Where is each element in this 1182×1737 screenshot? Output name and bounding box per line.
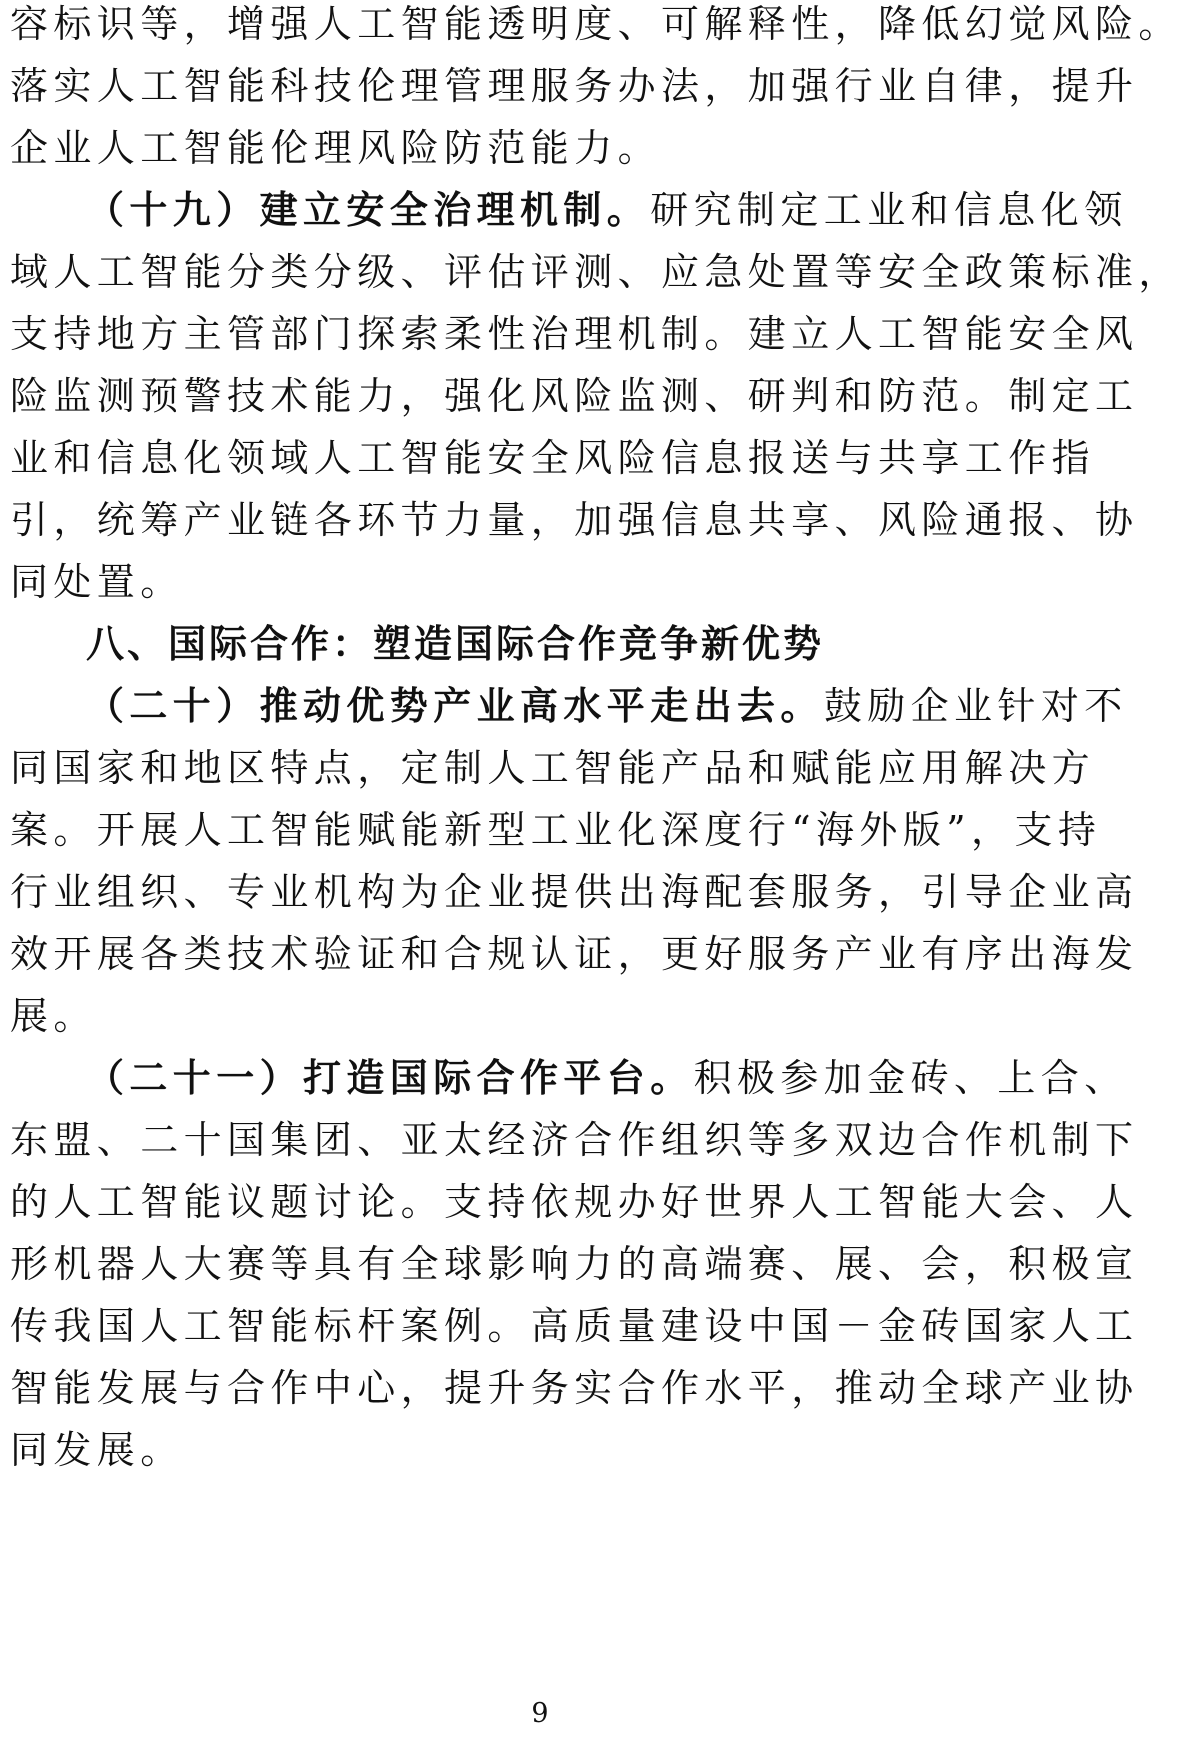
body-line: 同国家和地区特点，定制人工智能产品和赋能应用解决方 [10, 746, 1096, 790]
body-line: 业和信息化领域人工智能安全风险信息报送与共享工作指 [10, 436, 1096, 480]
section-21-first-line [86, 1054, 1128, 1102]
section-19-title: （十九）建立安全治理机制。 [86, 187, 651, 232]
section-heading-8: 八、国际合作：塑造国际合作竞争新优势 [86, 622, 825, 666]
body-line: 域人工智能分类分级、评估评测、应急处置等安全政策标准， [10, 250, 1182, 294]
section-19-first-line [86, 186, 1128, 234]
body-line: 引，统筹产业链各环节力量，加强信息共享、风险通报、协 [10, 498, 1139, 542]
body-line: 同发展。 [10, 1428, 184, 1472]
section-21-title: （二十一）打造国际合作平台。 [86, 1055, 694, 1100]
body-line: 案。开展人工智能赋能新型工业化深度行“海外版”，支持 [10, 808, 1102, 852]
section-21-first-line-text: 积极参加金砖、上合、 [693, 1056, 1128, 1100]
section-20-first-line-text: 鼓励企业针对不 [823, 684, 1128, 728]
body-line: 传我国人工智能标杆案例。高质量建设中国－金砖国家人工 [10, 1304, 1139, 1348]
body-line: 形机器人大赛等具有全球影响力的高端赛、展、会，积极宣 [10, 1242, 1139, 1286]
body-line: 智能发展与合作中心，提升务实合作水平，推动全球产业协 [10, 1366, 1139, 1410]
body-line: 落实人工智能科技伦理管理服务办法，加强行业自律，提升 [10, 64, 1139, 108]
body-line: 险监测预警技术能力，强化风险监测、研判和防范。制定工 [10, 374, 1139, 418]
section-20-first-line [86, 682, 1128, 730]
body-line: 东盟、二十国集团、亚太经济合作组织等多双边合作机制下 [10, 1118, 1139, 1162]
body-line: 容标识等，增强人工智能透明度、可解释性，降低幻觉风险。 [10, 2, 1182, 46]
document-page [10, 0, 1182, 1737]
body-line: 企业人工智能伦理风险防范能力。 [10, 126, 662, 170]
body-line: 支持地方主管部门探索柔性治理机制。建立人工智能安全风 [10, 312, 1139, 356]
body-line: 的人工智能议题讨论。支持依规办好世界人工智能大会、人 [10, 1180, 1139, 1224]
body-line: 效开展各类技术验证和合规认证，更好服务产业有序出海发 [10, 932, 1139, 976]
body-line: 行业组织、专业机构为企业提供出海配套服务，引导企业高 [10, 870, 1139, 914]
section-20-title: （二十）推动优势产业高水平走出去。 [86, 683, 824, 728]
body-line: 展。 [10, 994, 97, 1038]
page-number: 9 [531, 1698, 549, 1729]
body-line: 同处置。 [10, 560, 184, 604]
section-19-first-line-text: 研究制定工业和信息化领 [650, 188, 1128, 232]
